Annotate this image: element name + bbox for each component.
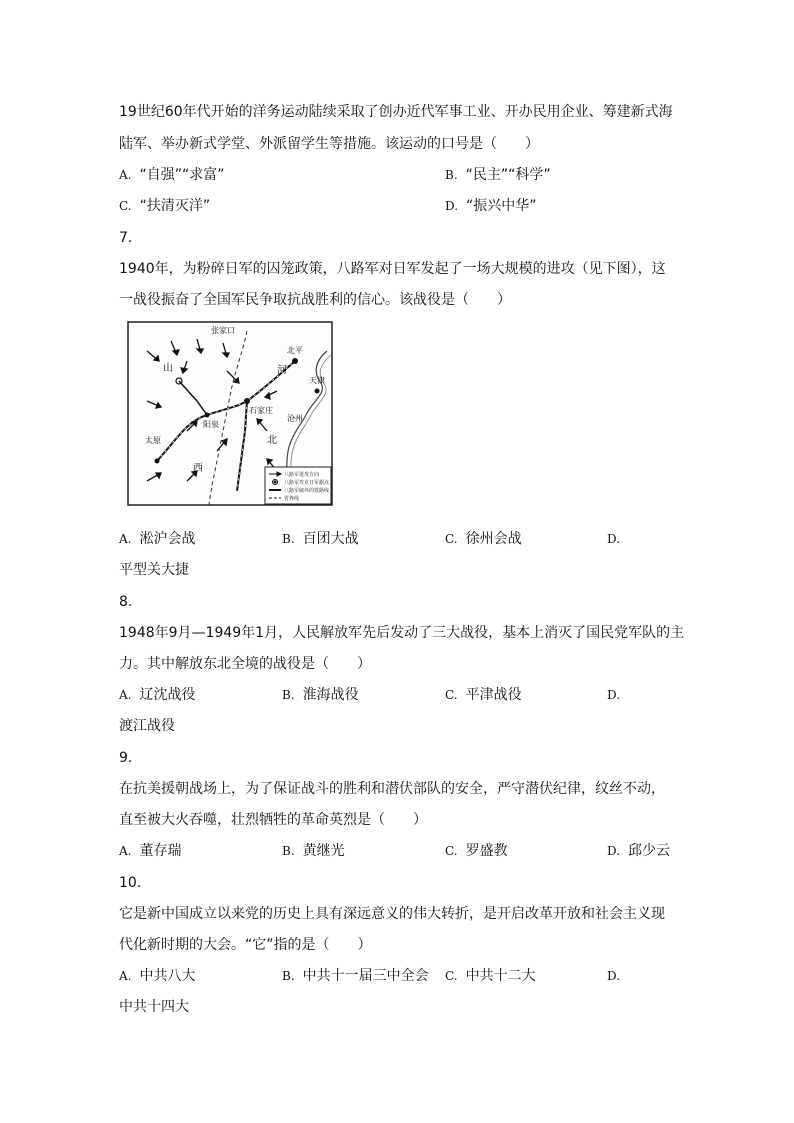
q7-number: 7. [119, 230, 133, 246]
q10-option-a: A. 中共八大 [119, 968, 196, 984]
q10-option-c: C. 中共十二大 [445, 968, 536, 984]
q6-option-d: D. “振兴中华” [445, 198, 537, 214]
q8-option-a: A. 辽沈战役 [119, 687, 196, 703]
q8-stem-line1: 1948年9月—1949年1月，人民解放军先后发动了三大战役，基本上消灭了国民党军队的主 [119, 625, 685, 641]
map-label-zhangjiakou: 张家口 [211, 326, 235, 335]
q9-option-b: B. 黄继光 [282, 843, 345, 859]
map-label-shijiazhuang: 石家庄 [249, 406, 273, 415]
q7-stem-line1: 1940年，为粉碎日军的囚笼政策，八路军对日军发起了一场大规模的进攻（见下图），这 [119, 261, 666, 277]
q10-option-d: D. [607, 969, 621, 983]
map-label-yangquan: 阳泉 [203, 420, 219, 429]
map-label-he: 河 [277, 365, 287, 376]
q7-option-a: A. 淞沪会战 [119, 531, 196, 547]
q8-number: 8. [119, 594, 133, 610]
map-label-bei: 北 [267, 435, 277, 446]
q10-number: 10. [119, 875, 142, 891]
q9-option-a: A. 董存瑞 [119, 843, 182, 859]
q9-option-d: D. 邱少云 [607, 843, 671, 859]
map-label-taiyuan: 太原 [145, 436, 161, 445]
q8-option-b: B. 淮海战役 [282, 687, 359, 703]
map-label-xi: 西 [193, 463, 203, 474]
q8-option-d-text: 渡江战役 [119, 718, 175, 734]
q6-option-a: A. “自强”“求富” [119, 167, 225, 183]
q6-option-b: B. “民主”“科学” [445, 167, 551, 183]
q8-option-c: C. 平津战役 [445, 687, 522, 703]
legend-province-border: 省界线 [284, 496, 300, 502]
battle-map [127, 321, 333, 506]
q10-stem-line2: 代化新时期的大会。“它”指的是（ ） [119, 937, 372, 953]
map-label-shan: 山 [163, 363, 173, 374]
legend-captured-stronghold: 八路军攻克日军据点 [284, 480, 330, 486]
map-label-beiping: 北平 [287, 346, 303, 355]
q6-stem-line1: 19世纪60年代开始的洋务运动陆续采取了创办近代军事工业、开办民用企业、筹建新式海 [119, 104, 673, 120]
q6-stem-line2: 陆军、举办新式学堂、外派留学生等措施。该运动的口号是（ ） [119, 136, 539, 152]
q8-option-d: D. [607, 688, 621, 702]
q9-stem-line1: 在抗美援朝战场上，为了保证战斗的胜利和潜伏部队的安全，严守潜伏纪律，纹丝不动， [119, 781, 665, 797]
q7-stem-line2: 一战役振奋了全国军民争取抗战胜利的信心。该战役是（ ） [119, 292, 511, 308]
legend-attack-direction: 八路军进攻方向 [284, 472, 320, 478]
map-label-cangzhou: 沧州 [287, 414, 303, 423]
legend-destroyed-railway: 八路军破坏的铁路线 [284, 488, 330, 494]
q7-option-c: C. 徐州会战 [445, 531, 522, 547]
map-label-tianjin: 天津 [309, 376, 325, 385]
q10-option-b: B. 中共十一届三中全会 [282, 968, 429, 984]
q9-option-c: C. 罗盛教 [445, 843, 508, 859]
q9-stem-line2: 直至被大火吞噬，壮烈牺牲的革命英烈是（ ） [119, 812, 427, 828]
q8-stem-line2: 力。其中解放东北全境的战役是（ ） [119, 656, 371, 672]
q10-stem-line1: 它是新中国成立以来党的历史上具有深远意义的伟大转折，是开启改革开放和社会主义现 [119, 906, 665, 922]
q6-option-c: C. “扶清灭洋” [119, 198, 211, 214]
q7-option-d: D. [607, 532, 621, 546]
q7-option-b: B. 百团大战 [282, 531, 359, 547]
q7-option-d-text: 平型关大捷 [119, 562, 189, 578]
q9-number: 9. [119, 750, 133, 766]
q10-option-d-text: 中共十四大 [119, 999, 189, 1015]
